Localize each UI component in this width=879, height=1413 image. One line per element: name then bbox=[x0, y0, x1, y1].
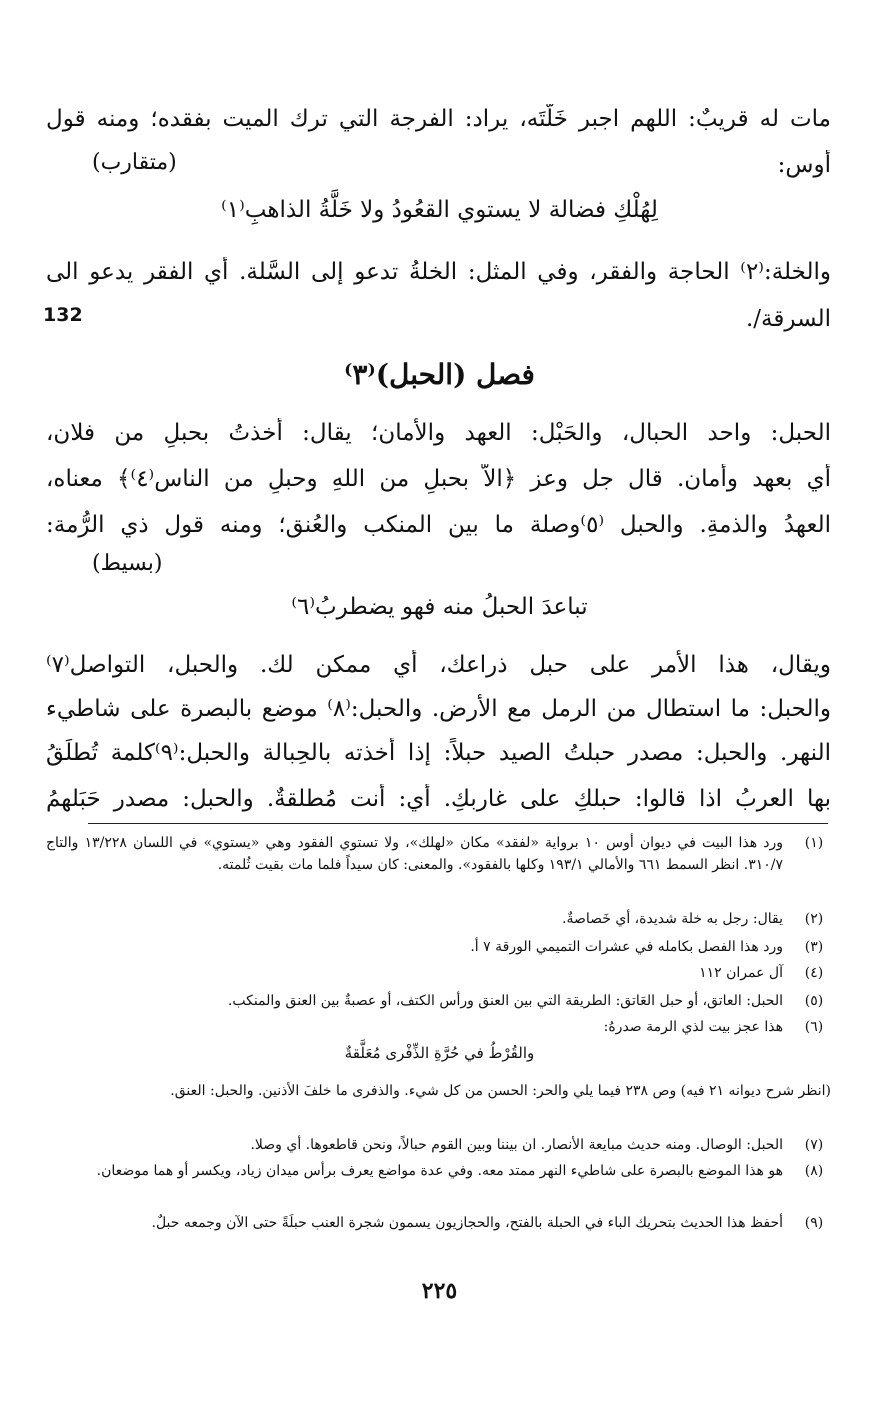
footnote-text: (انظر شرح ديوانه ٢١ فيه) وص ٢٣٨ فيما يلي والحر: الحسن من كل شيء. والذفرى ما خلفَ الأذنين. والحبل: العنق. bbox=[170, 1083, 831, 1099]
meter-label-2: (بسيط) bbox=[92, 551, 163, 576]
body-line-1: مات له قريبٌ: اللهم اجبر خَلَّتَه، يراد: الفرجة التي ترك الميت بفقده؛ ومنه قول bbox=[46, 106, 831, 132]
footnote-text: يقال: رجل به خلة شديدة، أي خَصاصةٌ. bbox=[562, 911, 783, 927]
footnote-3 bbox=[46, 936, 831, 958]
footnote-8 bbox=[46, 1160, 831, 1182]
body-line-7: العهدُ والذمةِ. والحبل ⁽٥⁾وصلة ما بين المنكب والعُنق؛ ومنه قول ذي الرُّمة: bbox=[46, 512, 831, 538]
footnote-1 bbox=[46, 832, 831, 876]
footnote-number: (٥) bbox=[804, 993, 824, 1009]
footnote-text: ورد هذا الفصل بكامله في عشرات التميمي الورقة ٧ أ. bbox=[470, 939, 783, 955]
footnote-2 bbox=[46, 908, 831, 930]
footnote-text: الحبل: الوصال. ومنه حديث مبايعة الأنصار. ان بيننا وبين القوم حبالاً، ونحن قاطعوها. أي وصلا. bbox=[250, 1137, 783, 1153]
footnote-4 bbox=[46, 962, 831, 984]
footnote-6 bbox=[46, 1016, 831, 1038]
body-line-8: ويقال، هذا الأمر على حبل ذراعك، أي ممكن لك. والحبل، التواصل⁽٧⁾ bbox=[46, 652, 831, 678]
meter-label-1: (متقارب) bbox=[92, 150, 177, 175]
body-line-11: بها العربُ اذا قالوا: حبلكِ على غاربكِ. أي: أنت مُطلقةٌ. والحبل: مصدر حَبَلهمُ bbox=[46, 786, 831, 812]
body-line-4: السرقة/. bbox=[746, 306, 831, 332]
footnote-6-continuation bbox=[46, 1080, 831, 1102]
footnote-verse: والقُرْطُ في حُرَّةِ الذِّفْرى مُعَلَّقةٌ bbox=[344, 1044, 535, 1062]
body-line-9: والحبل: ما استطال من الرمل مع الأرض. والحبل:⁽٨⁾ موضع بالبصرة على شاطيء bbox=[46, 696, 831, 722]
footnote-text: هذا عجز بيت لذي الرمة صدرهُ: bbox=[603, 1019, 783, 1035]
footnote-number: (٤) bbox=[804, 965, 824, 981]
footnote-number: (٦) bbox=[804, 1019, 824, 1035]
footnote-number: (٣) bbox=[804, 939, 824, 955]
footnote-text: ورد هذا البيت في ديوان أوس ١٠ برواية «لفقد» مكان «لهلك»، ولا تستوي الفقود وهي «يستوي» في اللسان ١٣/٢٢٨ والتاج ٣١٠/٧. انظر السمط ٦٦١ والأمالي ١٩٣/١ وكلها بالفقود». والمعنى: كان سيداً فلما مات بقيت ثُلمته. bbox=[46, 835, 783, 873]
verse-1: لِهُلْكِ فضالة لا يستوي القعُودُ ولا خَلَّةُ الذاهبِ⁽١⁾ bbox=[221, 197, 658, 223]
footnote-9 bbox=[46, 1212, 831, 1234]
footnote-text: هو هذا الموضع بالبصرة على شاطيء النهر ممتد معه. وفي عدة مواضع يعرف برأس ميدان زياد، ويكسر أو هما موضعان. bbox=[96, 1163, 783, 1179]
body-line-6: أي بعهد وأمان. قال جل وعز ﴿الاّ بحبلٍ من اللهِ وحبلٍ من الناس⁽٤⁾﴾ معناه، bbox=[46, 466, 831, 492]
footnote-5 bbox=[46, 990, 831, 1012]
body-line-5: الحبل: واحد الحبال، والحَبْل: العهد والأمان؛ يقال: أخذتُ بحبلٍ من فلان، bbox=[46, 420, 831, 446]
footnote-separator bbox=[88, 823, 828, 824]
footnote-number: (٢) bbox=[804, 911, 824, 927]
footnote-number: (٨) bbox=[804, 1163, 824, 1179]
section-heading: فصل (الحبل)⁽٣⁾ bbox=[344, 358, 535, 391]
body-line-10: النهر. والحبل: مصدر حبلتُ الصيد حبلاً: إذا أخذته بالحِبالة والحبل:⁽٩⁾كلمة تُطلِّقُ bbox=[46, 740, 831, 766]
page-number: ٢٢٥ bbox=[421, 1278, 458, 1304]
footnote-number: (١) bbox=[804, 835, 824, 851]
footnote-number: (٧) bbox=[804, 1137, 824, 1153]
verse-2: تباعدَ الحبلُ منه فهو يضطربُ⁽٦⁾ bbox=[291, 594, 588, 620]
body-line-2: أوس: bbox=[777, 152, 831, 178]
body-line-3: والخلة:⁽٢⁾ الحاجة والفقر، وفي المثل: الخلةُ تدعو إلى السَّلة. أي الفقر يدعو الى bbox=[46, 259, 831, 285]
footnote-text: آل عمران ١١٢ bbox=[699, 965, 783, 981]
footnote-7 bbox=[46, 1134, 831, 1156]
margin-page-number: 132 bbox=[43, 304, 83, 326]
footnote-text: الحبل: العاتق، أو حبل العَاتق: الطريقة التي بين العنق ورأس الكتف، أو عصبةٌ بين العنق والمنكب. bbox=[227, 993, 783, 1009]
footnote-text: أحفظ هذا الحديث بتحريك الباء في الحبلة بالفتح، والحجازيون يسمون شجرة العنب حبلَةً حتى الآن وجمعه حبلٌ. bbox=[151, 1215, 783, 1231]
footnote-number: (٩) bbox=[804, 1215, 824, 1231]
